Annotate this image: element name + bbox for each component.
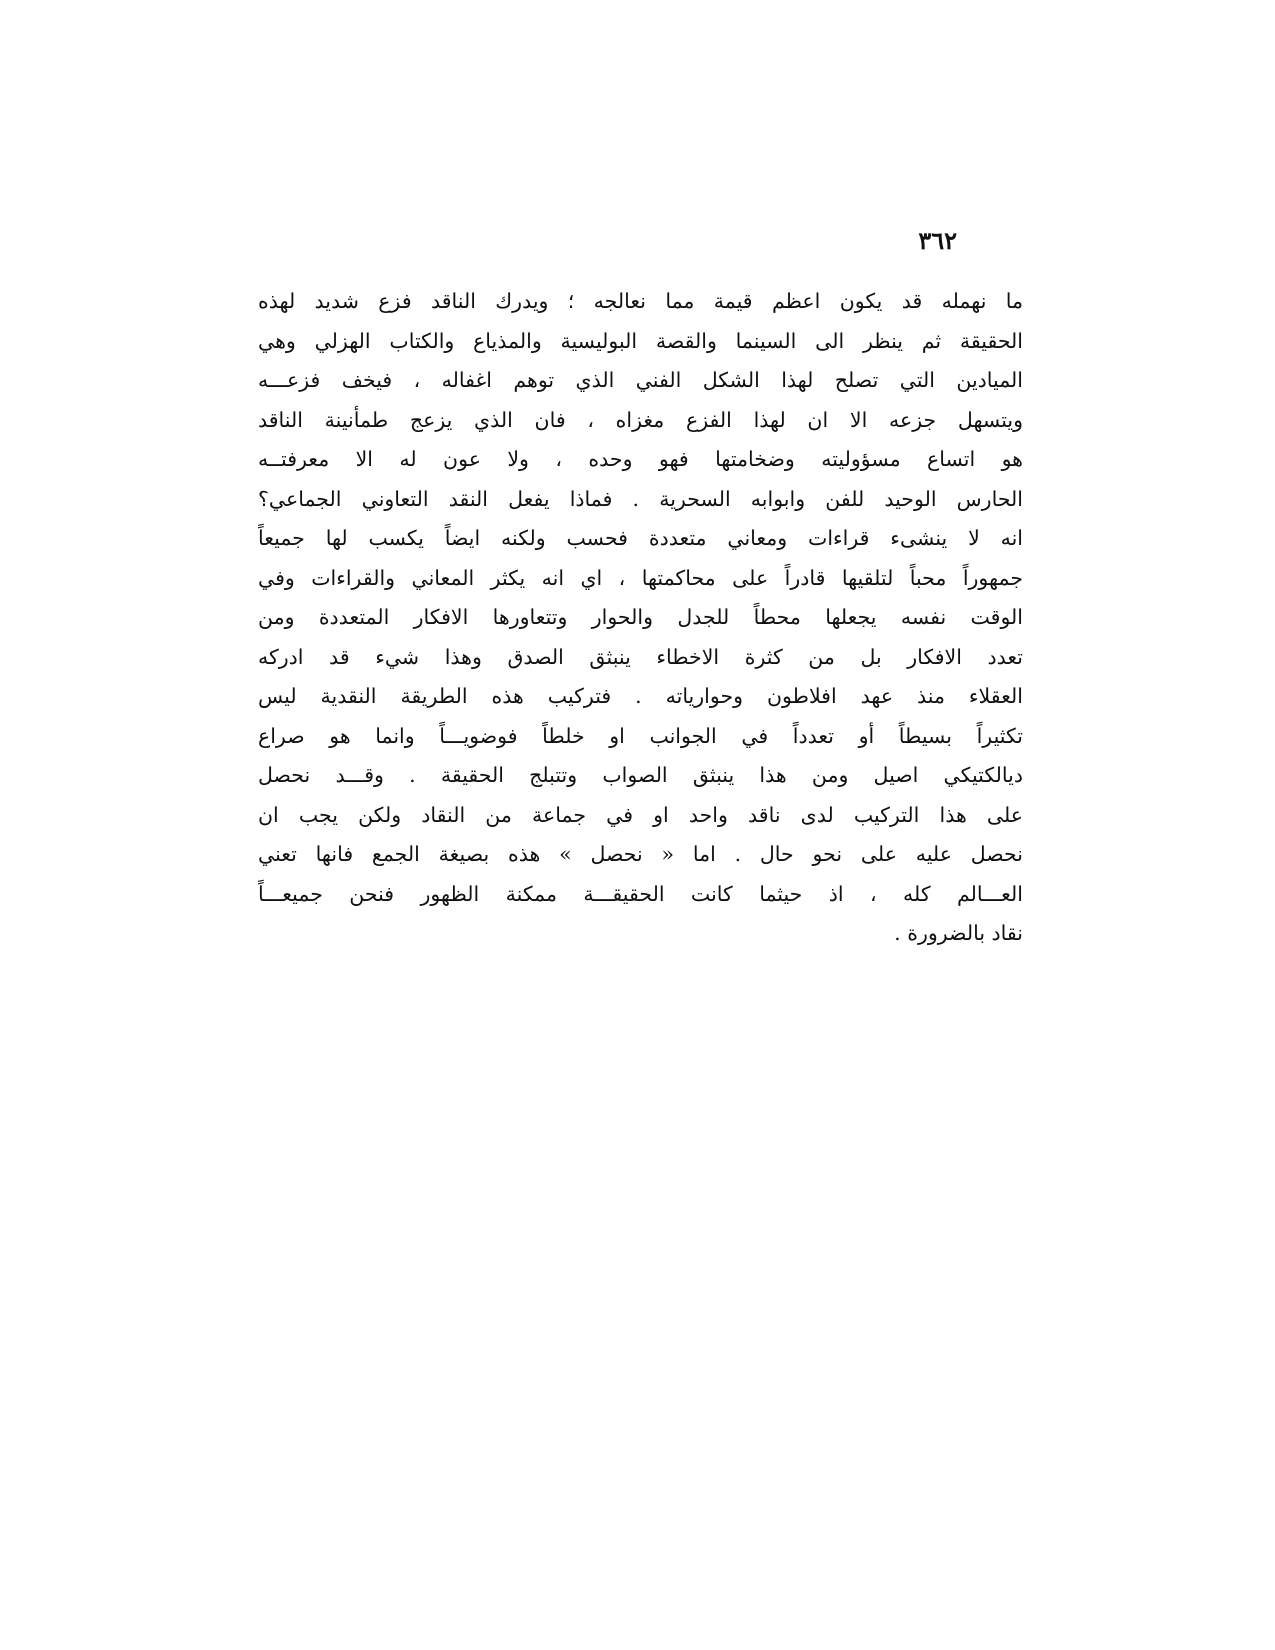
text-line: انه لا ينشىء قراءات ومعاني متعددة فحسب ولكنه ايضاً يكسب لها جميعاً [258, 526, 1023, 550]
text-line: الحارس الوحيد للفن وابوابه السحرية . فماذا يفعل النقد التعاوني الجماعي؟ [258, 486, 1023, 511]
page-number: ٣٦٢ [918, 226, 957, 255]
text-line-last: نقاد بالضرورة . [894, 921, 1023, 945]
text-line: على هذا التركيب لدى ناقد واحد او في جماعة من النقاد ولكن يجب ان [258, 802, 1023, 827]
text-line: ما نهمله قد يكون اعظم قيمة مما نعالجه ؛ ويدرك الناقد فزع شديد لهذه [258, 289, 1023, 313]
text-line: هو اتساع مسؤوليته وضخامتها فهو وحده ، ولا عون له الا معرفتــه [258, 447, 1023, 471]
text-line: تعدد الافكار بل من كثرة الاخطاء ينبثق الصدق وهذا شيء قد ادركه [258, 644, 1023, 669]
text-line: العـــالم كله ، اذ حيثما كانت الحقيقـــة ممكنة الظهور فنحن جميعـــاً [258, 881, 1023, 906]
text-line: العقلاء منذ عهد افلاطون وحوارياته . فتركيب هذه الطريقة النقدية ليس [258, 684, 1023, 708]
text-line: نحصل عليه على نحو حال . اما « نحصل » هذه بصيغة الجمع فانها تعني [258, 842, 1023, 866]
body-text [258, 282, 1023, 954]
text-line: الوقت نفسه يجعلها محطاً للجدل والحوار وتتعاورها الافكار المتعددة ومن [258, 605, 1023, 629]
text-line: الحقيقة ثم ينظر الى السينما والقصة البوليسية والمذياع والكتاب الهزلي وهي [258, 328, 1023, 353]
text-line: جمهوراً محباً لتلقيها قادراً على محاكمتها ، اي انه يكثر المعاني والقراءات وفي [258, 565, 1023, 590]
text-line: ويتسهل جزعه الا ان لهذا الفزع مغزاه ، فان الذي يزعج طمأنينة الناقد [258, 407, 1023, 432]
text-line: ديالكتيكي اصيل ومن هذا ينبثق الصواب وتتبلج الحقيقة . وقـــد نحصل [258, 763, 1023, 787]
text-line: تكثيراً بسيطاً أو تعدداً في الجوانب او خلطاً فوضويـــاً وانما هو صراع [258, 723, 1023, 748]
text-line: الميادين التي تصلح لهذا الشكل الفني الذي توهم اغفاله ، فيخف فزعـــه [258, 368, 1023, 392]
